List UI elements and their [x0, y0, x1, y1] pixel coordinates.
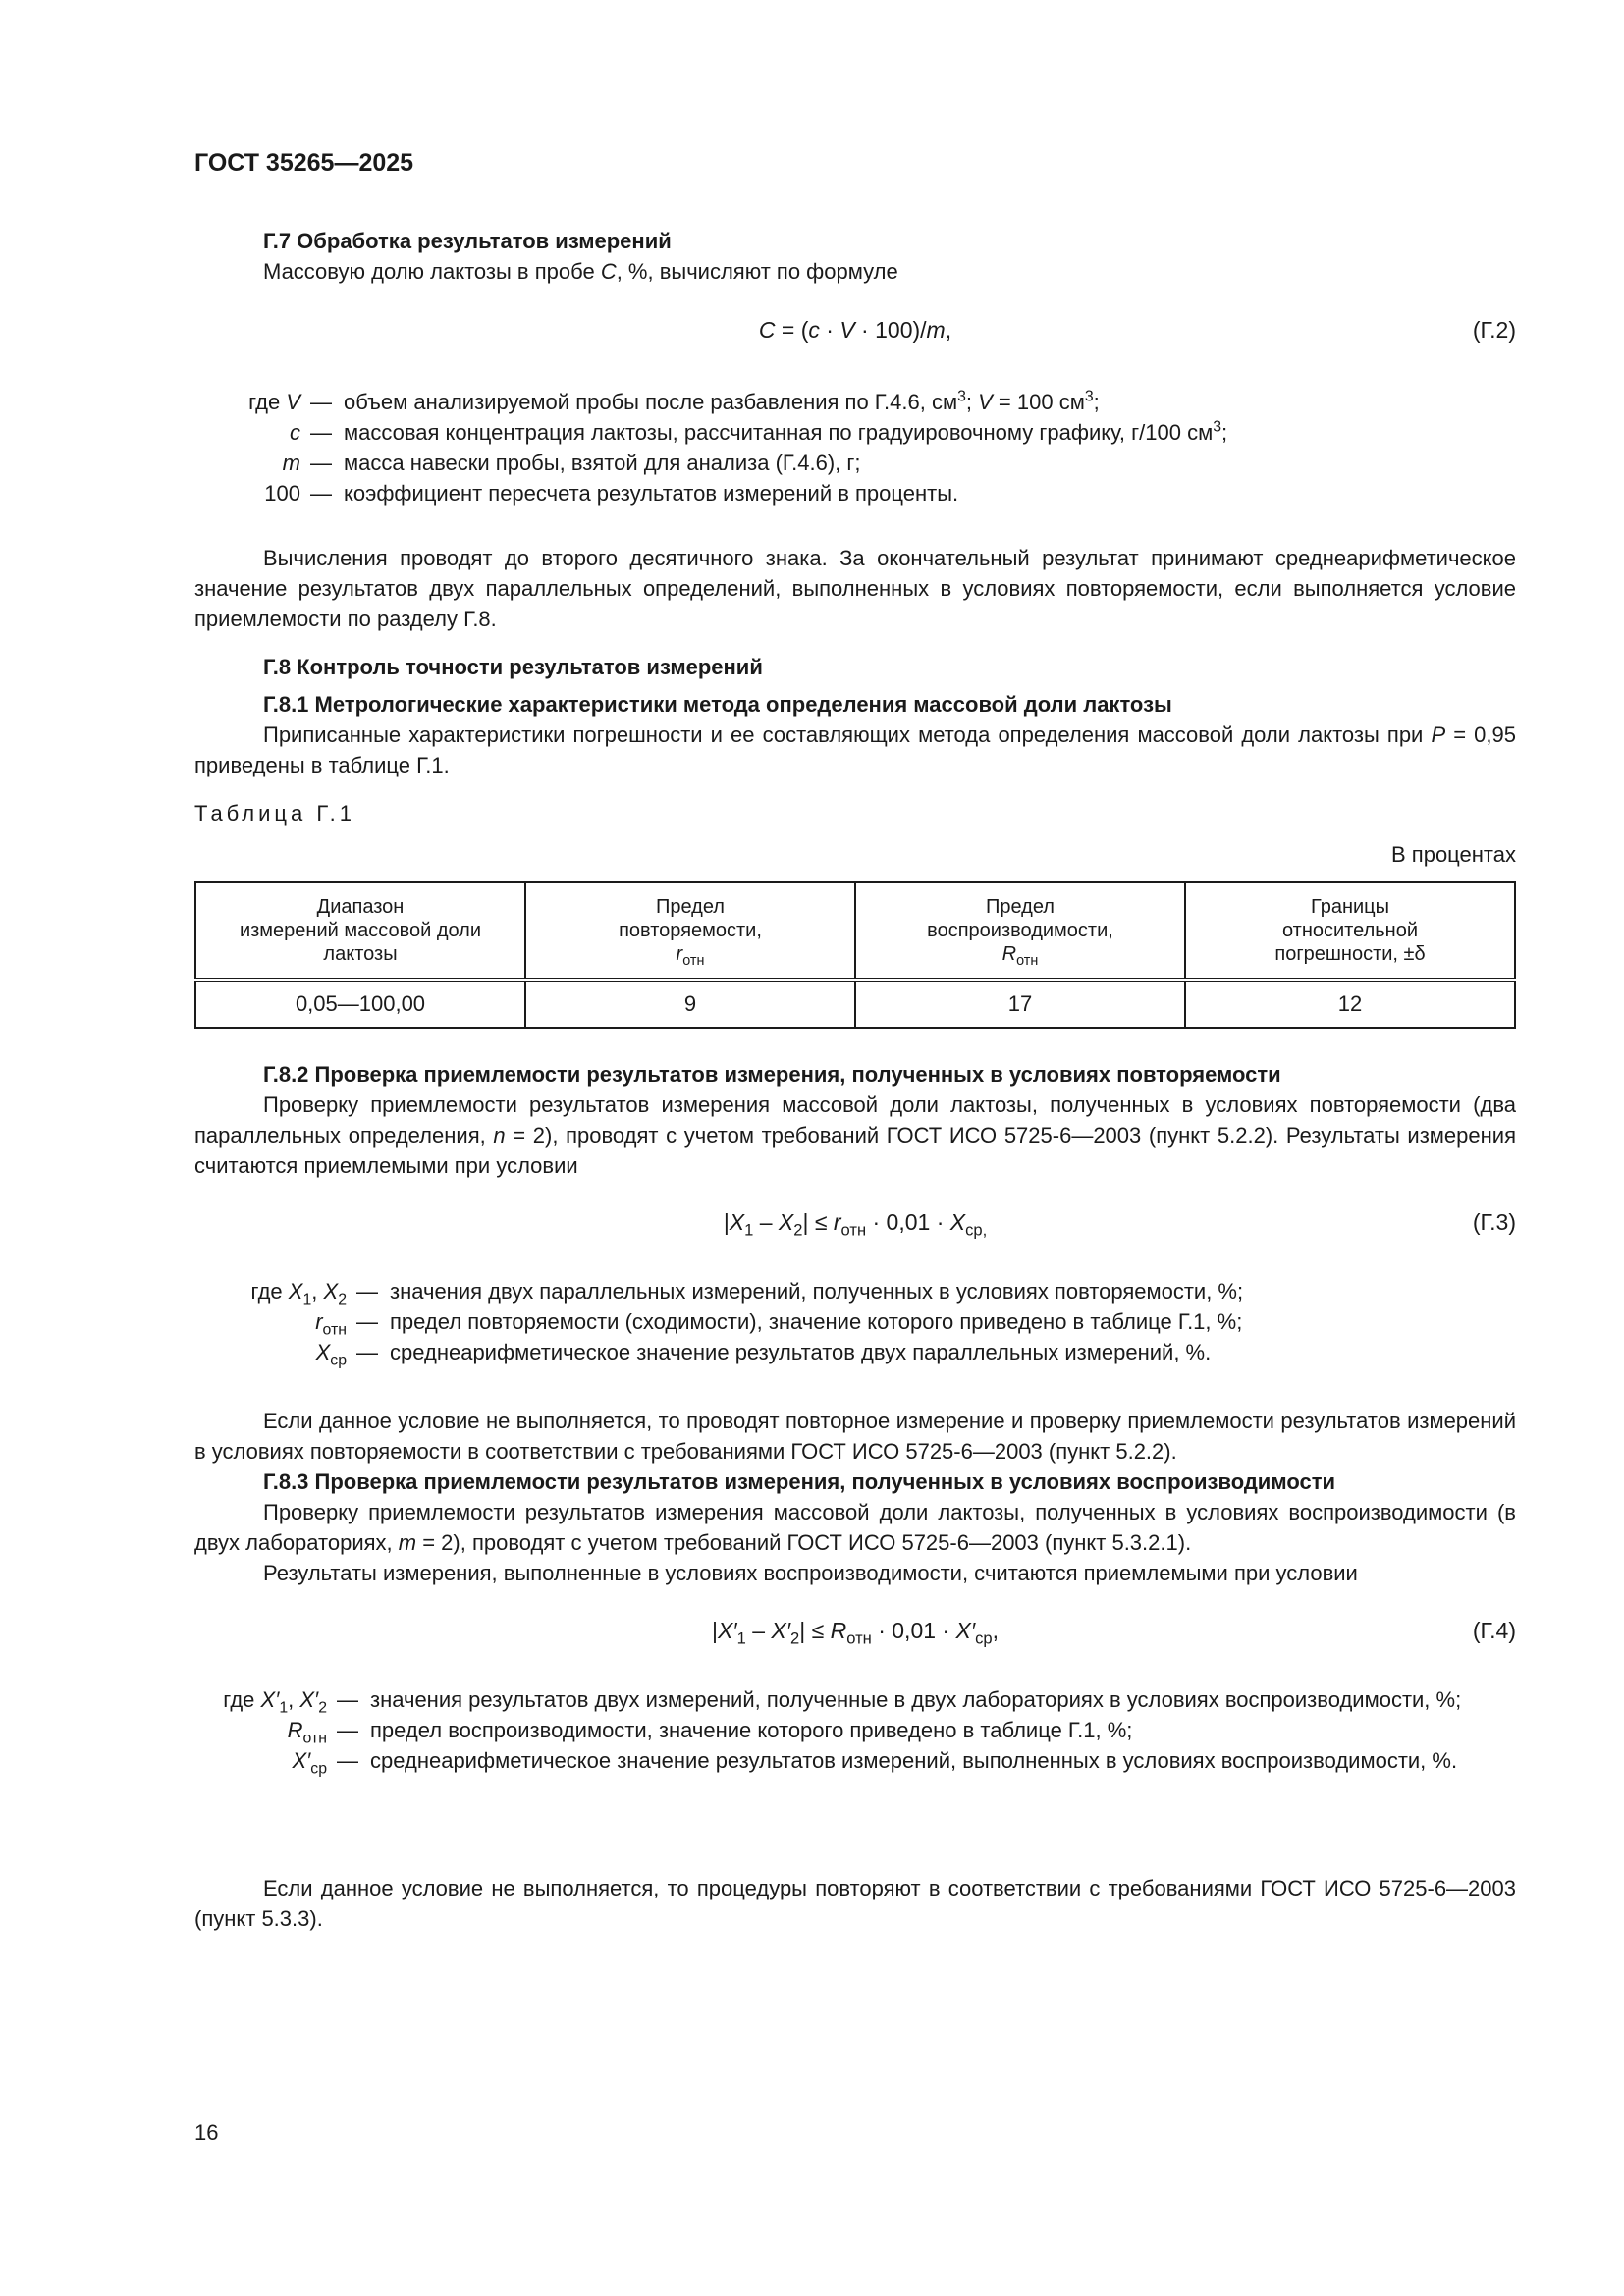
page-number: 16 [194, 2120, 219, 2145]
metrology-table [194, 881, 1516, 1029]
where-text: предел повторяемости (сходимости), значение которого приведено в таблице Г.1, %; [390, 1309, 1243, 1334]
where-item: $R_{отн}$ — предел воспроизводимости, значение которого приведено в таблице Г.1, %; [194, 1715, 1516, 1745]
header-cell-error-bounds: Границы относительной погрешности, ±δ [1185, 882, 1515, 980]
table-header-row [195, 882, 1515, 980]
header-cell-range: Диапазон измерений массовой доли лактозы [195, 882, 525, 980]
formula-g3 [194, 1209, 1516, 1243]
where-symbol: $X_{ср}$ [315, 1340, 347, 1369]
where-item: m — масса навески пробы, взятой для анализа (Г.4.6), г; [194, 448, 1516, 478]
where-item: где $X'_1$, $X'_2$ — значения результатов двух измерений, полученные в двух лабораториях в условиях воспроизводимости, %; [194, 1684, 1516, 1715]
section-title-g83: Г.8.3 Проверка приемлемости результатов измерения, полученных в условиях воспроизводимости [263, 1469, 1335, 1494]
where-symbol: где $X'_1$, $X'_2$ [223, 1687, 327, 1717]
where-symbol: 100 [264, 481, 300, 506]
where-item: $r_{отн}$ — предел повторяемости (сходимости), значение которого приведено в таблице Г.1, %; [194, 1307, 1516, 1337]
where-item: 100 — коэффициент пересчета результатов измерений в проценты. [194, 478, 1516, 508]
where-symbol: c [290, 420, 300, 445]
where-text: коэффициент пересчета результатов измерений в проценты. [344, 481, 959, 506]
document-id: ГОСТ 35265—2025 [194, 149, 414, 177]
formula-number: (Г.4) [1472, 1618, 1516, 1643]
table-cell: 12 [1185, 980, 1515, 1028]
repeatability-after-paragraph: Если данное условие не выполняется, то проводят повторное измерение и проверку приемлемости результатов измерений в условиях повторяемости в соответствии с требованиями ГОСТ ИСО 5725-6—2003 (пункт 5.2.2). [194, 1409, 1516, 1464]
where-list-g3 [194, 1276, 1516, 1367]
where-text: объем анализируемой пробы после разбавления по Г.4.6, $см^3$; V = 100 $см^3$; [344, 388, 1100, 414]
formula-expression: $|X'_1 - X'_2| \le R_{отн} \cdot 0,01 \cdot X'_{ср}$, [711, 1618, 1000, 1648]
where-text: массовая концентрация лактозы, рассчитанная по градуировочному графику, г/100 $см^3$; [344, 418, 1228, 445]
formula-expression: $|X_1 - X_2| \le r_{отн} \cdot 0,01 \cdot X_{ср,}$ [723, 1209, 988, 1240]
where-item: $X'_{ср}$ — среднеарифметическое значение результатов измерений, выполненных в условиях воспроизводимости, %. [194, 1745, 1516, 1776]
formula-intro-g2: Массовую долю лактозы в пробе C, %, вычисляют по формуле [263, 259, 898, 284]
metrology-paragraph: Приписанные характеристики погрешности и ее составляющих метода определения массовой доли лактозы при P = 0,95 приведены в таблице Г.1. [194, 722, 1516, 777]
where-text: значения двух параллельных измерений, полученных в условиях повторяемости, %; [390, 1279, 1244, 1304]
where-item: где V — объем анализируемой пробы после разбавления по Г.4.6, $см^3$; V = 100 $см^3$; [194, 387, 1516, 417]
where-symbol: m [282, 451, 300, 475]
formula-expression: C = (c · V · 100)/m, [758, 317, 952, 343]
reproducibility-after-paragraph: Если данное условие не выполняется, то процедуры повторяют в соответствии с требованиями ГОСТ ИСО 5725-6—2003 (пункт 5.3.3). [194, 1876, 1516, 1931]
table-caption: Таблица Г.1 [194, 801, 355, 826]
table-unit: В процентах [1391, 842, 1516, 867]
where-symbol: $r_{отн}$ [315, 1309, 347, 1339]
where-text: предел воспроизводимости, значение которого приведено в таблице Г.1, %; [370, 1718, 1133, 1742]
where-text: среднеарифметическое значение результатов двух параллельных измерений, %. [390, 1340, 1212, 1364]
where-text: масса навески пробы, взятой для анализа (Г.4.6), г; [344, 451, 861, 475]
where-symbol: $R_{отн}$ [287, 1718, 327, 1747]
section-title-g81: Г.8.1 Метрологические характеристики метода определения массовой доли лактозы [263, 692, 1172, 717]
where-item: $X_{ср}$ — среднеарифметическое значение результатов двух параллельных измерений, %. [194, 1337, 1516, 1367]
where-symbol: где V [248, 390, 300, 414]
where-list-g2 [194, 387, 1516, 508]
table-cell: 17 [855, 980, 1185, 1028]
formula-number: (Г.3) [1472, 1209, 1516, 1235]
reproducibility-paragraph: Проверку приемлемости результатов измерения массовой доли лактозы, полученных в условиях воспроизводимости (в двух лабораториях, m = 2), проводят с учетом требований ГОСТ ИСО 5725-6—2003 (пункт 5.3.2.1). [194, 1500, 1516, 1555]
table-cell: 9 [525, 980, 855, 1028]
where-text: среднеарифметическое значение результатов измерений, выполненных в условиях воспроизводимости, %. [370, 1748, 1458, 1773]
where-list-g4 [194, 1684, 1516, 1776]
where-text: значения результатов двух измерений, полученные в двух лабораториях в условиях воспроизводимости, %; [370, 1687, 1462, 1712]
where-item: c — массовая концентрация лактозы, рассчитанная по градуировочному графику, г/100 $см^3$; [194, 417, 1516, 448]
where-symbol: где $X_1$, $X_2$ [250, 1279, 347, 1308]
section-title-g8: Г.8 Контроль точности результатов измерений [263, 655, 763, 679]
where-item: где $X_1$, $X_2$ — значения двух параллельных измерений, полученных в условиях повторяемости, %; [194, 1276, 1516, 1307]
formula-g4 [194, 1618, 1516, 1651]
repeatability-paragraph: Проверку приемлемости результатов измерения массовой доли лактозы, полученных в условиях повторяемости (два параллельных определения, n = 2), проводят с учетом требований ГОСТ ИСО 5725-6—2003 (пункт 5.2.2). Результаты измерения считаются приемлемыми при условии [194, 1093, 1516, 1178]
header-cell-reproducibility: Предел воспроизводимости, $R_{отн}$ [855, 882, 1185, 980]
formula-number: (Г.2) [1472, 317, 1516, 343]
header-cell-repeatability: Предел повторяемости, $r_{отн}$ [525, 882, 855, 980]
section-title-g7: Г.7 Обработка результатов измерений [263, 229, 672, 253]
reproducibility-condition-text: Результаты измерения, выполненные в условиях воспроизводимости, считаются приемлемыми при условии [263, 1561, 1358, 1585]
calculation-paragraph: Вычисления проводят до второго десятичного знака. За окончательный результат принимают среднеарифметическое значение результатов двух параллельных определений, выполненных в условиях повторяемости, если выполняется условие приемлемости по разделу Г.8. [194, 546, 1516, 631]
section-title-g82: Г.8.2 Проверка приемлемости результатов измерения, полученных в условиях повторяемости [263, 1062, 1281, 1087]
where-symbol: $X'_{ср}$ [292, 1748, 327, 1778]
table-cell: 0,05—100,00 [195, 980, 525, 1028]
formula-g2 [194, 317, 1516, 350]
table-row [195, 980, 1515, 1028]
